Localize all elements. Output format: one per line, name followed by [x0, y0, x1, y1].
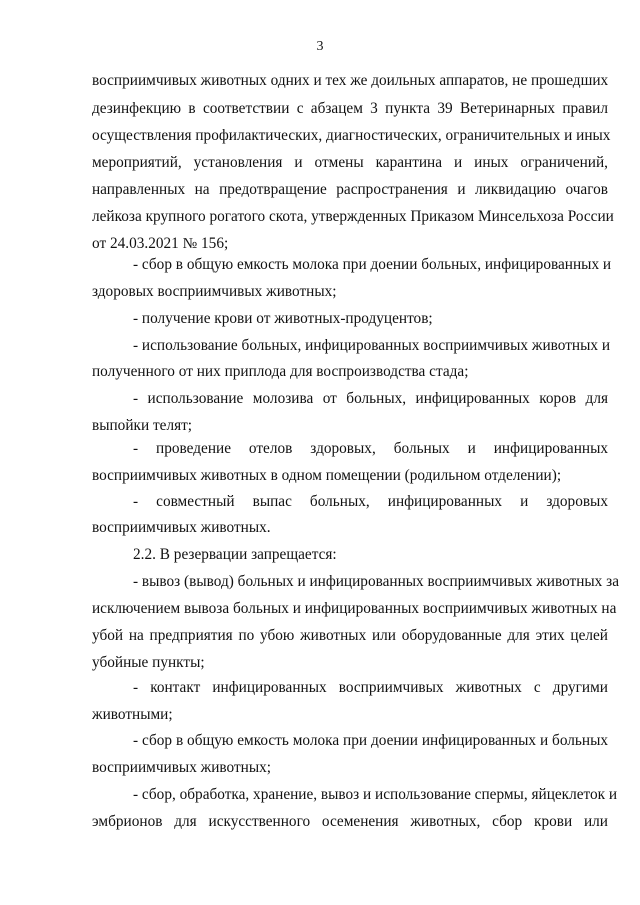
text-line: восприимчивых животных в одном помещении (родильном отделении); [92, 467, 562, 484]
text-line: направленных на предотвращение распространения и ликвидацию очагов [92, 181, 608, 198]
text-line: лейкоза крупного рогатого скота, утвержденных Приказом Минсельхоза России [92, 208, 614, 225]
text-line: - получение крови от животных-продуцентов; [133, 310, 433, 327]
text-line: восприимчивых животных одних и тех же доильных аппаратов, не прошедших [92, 72, 609, 89]
text-line: осуществления профилактических, диагностических, ограничительных и иных [92, 127, 611, 144]
text-line: здоровых восприимчивых животных; [92, 283, 337, 300]
text-line: - использование больных, инфицированных восприимчивых животных и [133, 337, 611, 354]
text-line: - контакт инфицированных восприимчивых животных с другими [133, 679, 608, 696]
text-line: - совместный выпас больных, инфицированных и здоровых [133, 493, 608, 510]
text-line: - проведение отелов здоровых, больных и инфицированных [133, 440, 608, 457]
text-line: - сбор, обработка, хранение, вывоз и использование спермы, яйцеклеток и [133, 786, 618, 803]
text-line: мероприятий, установления и отмены карантина и иных ограничений, [92, 154, 608, 171]
text-line: выпойки телят; [92, 417, 193, 434]
section-heading: 2.2. В резервации запрещается: [133, 546, 337, 563]
text-line: исключением вывоза больных и инфицированных восприимчивых животных на [92, 600, 617, 617]
text-line: полученного от них приплода для воспроизводства стада; [92, 363, 469, 380]
text-line: дезинфекцию в соответствии с абзацем 3 пункта 39 Ветеринарных правил [92, 100, 608, 117]
text-line: эмбрионов для искусственного осеменения животных, сбор крови или [92, 813, 608, 830]
page-number: 3 [316, 39, 324, 54]
text-line: от 24.03.2021 № 156; [92, 235, 229, 252]
text-line: - сбор в общую емкость молока при доении больных, инфицированных и [133, 256, 612, 273]
text-line: - использование молозива от больных, инфицированных коров для [133, 390, 608, 407]
text-line: - вывоз (вывод) больных и инфицированных восприимчивых животных за [133, 573, 619, 590]
text-line: убой на предприятия по убою животных или оборудованные для этих целей [92, 627, 608, 644]
text-line: - сбор в общую емкость молока при доении инфицированных и больных [133, 732, 608, 749]
text-line: убойные пункты; [92, 654, 205, 671]
text-line: восприимчивых животных. [92, 519, 271, 536]
text-line: животными; [92, 706, 173, 723]
text-line: восприимчивых животных; [92, 759, 272, 776]
